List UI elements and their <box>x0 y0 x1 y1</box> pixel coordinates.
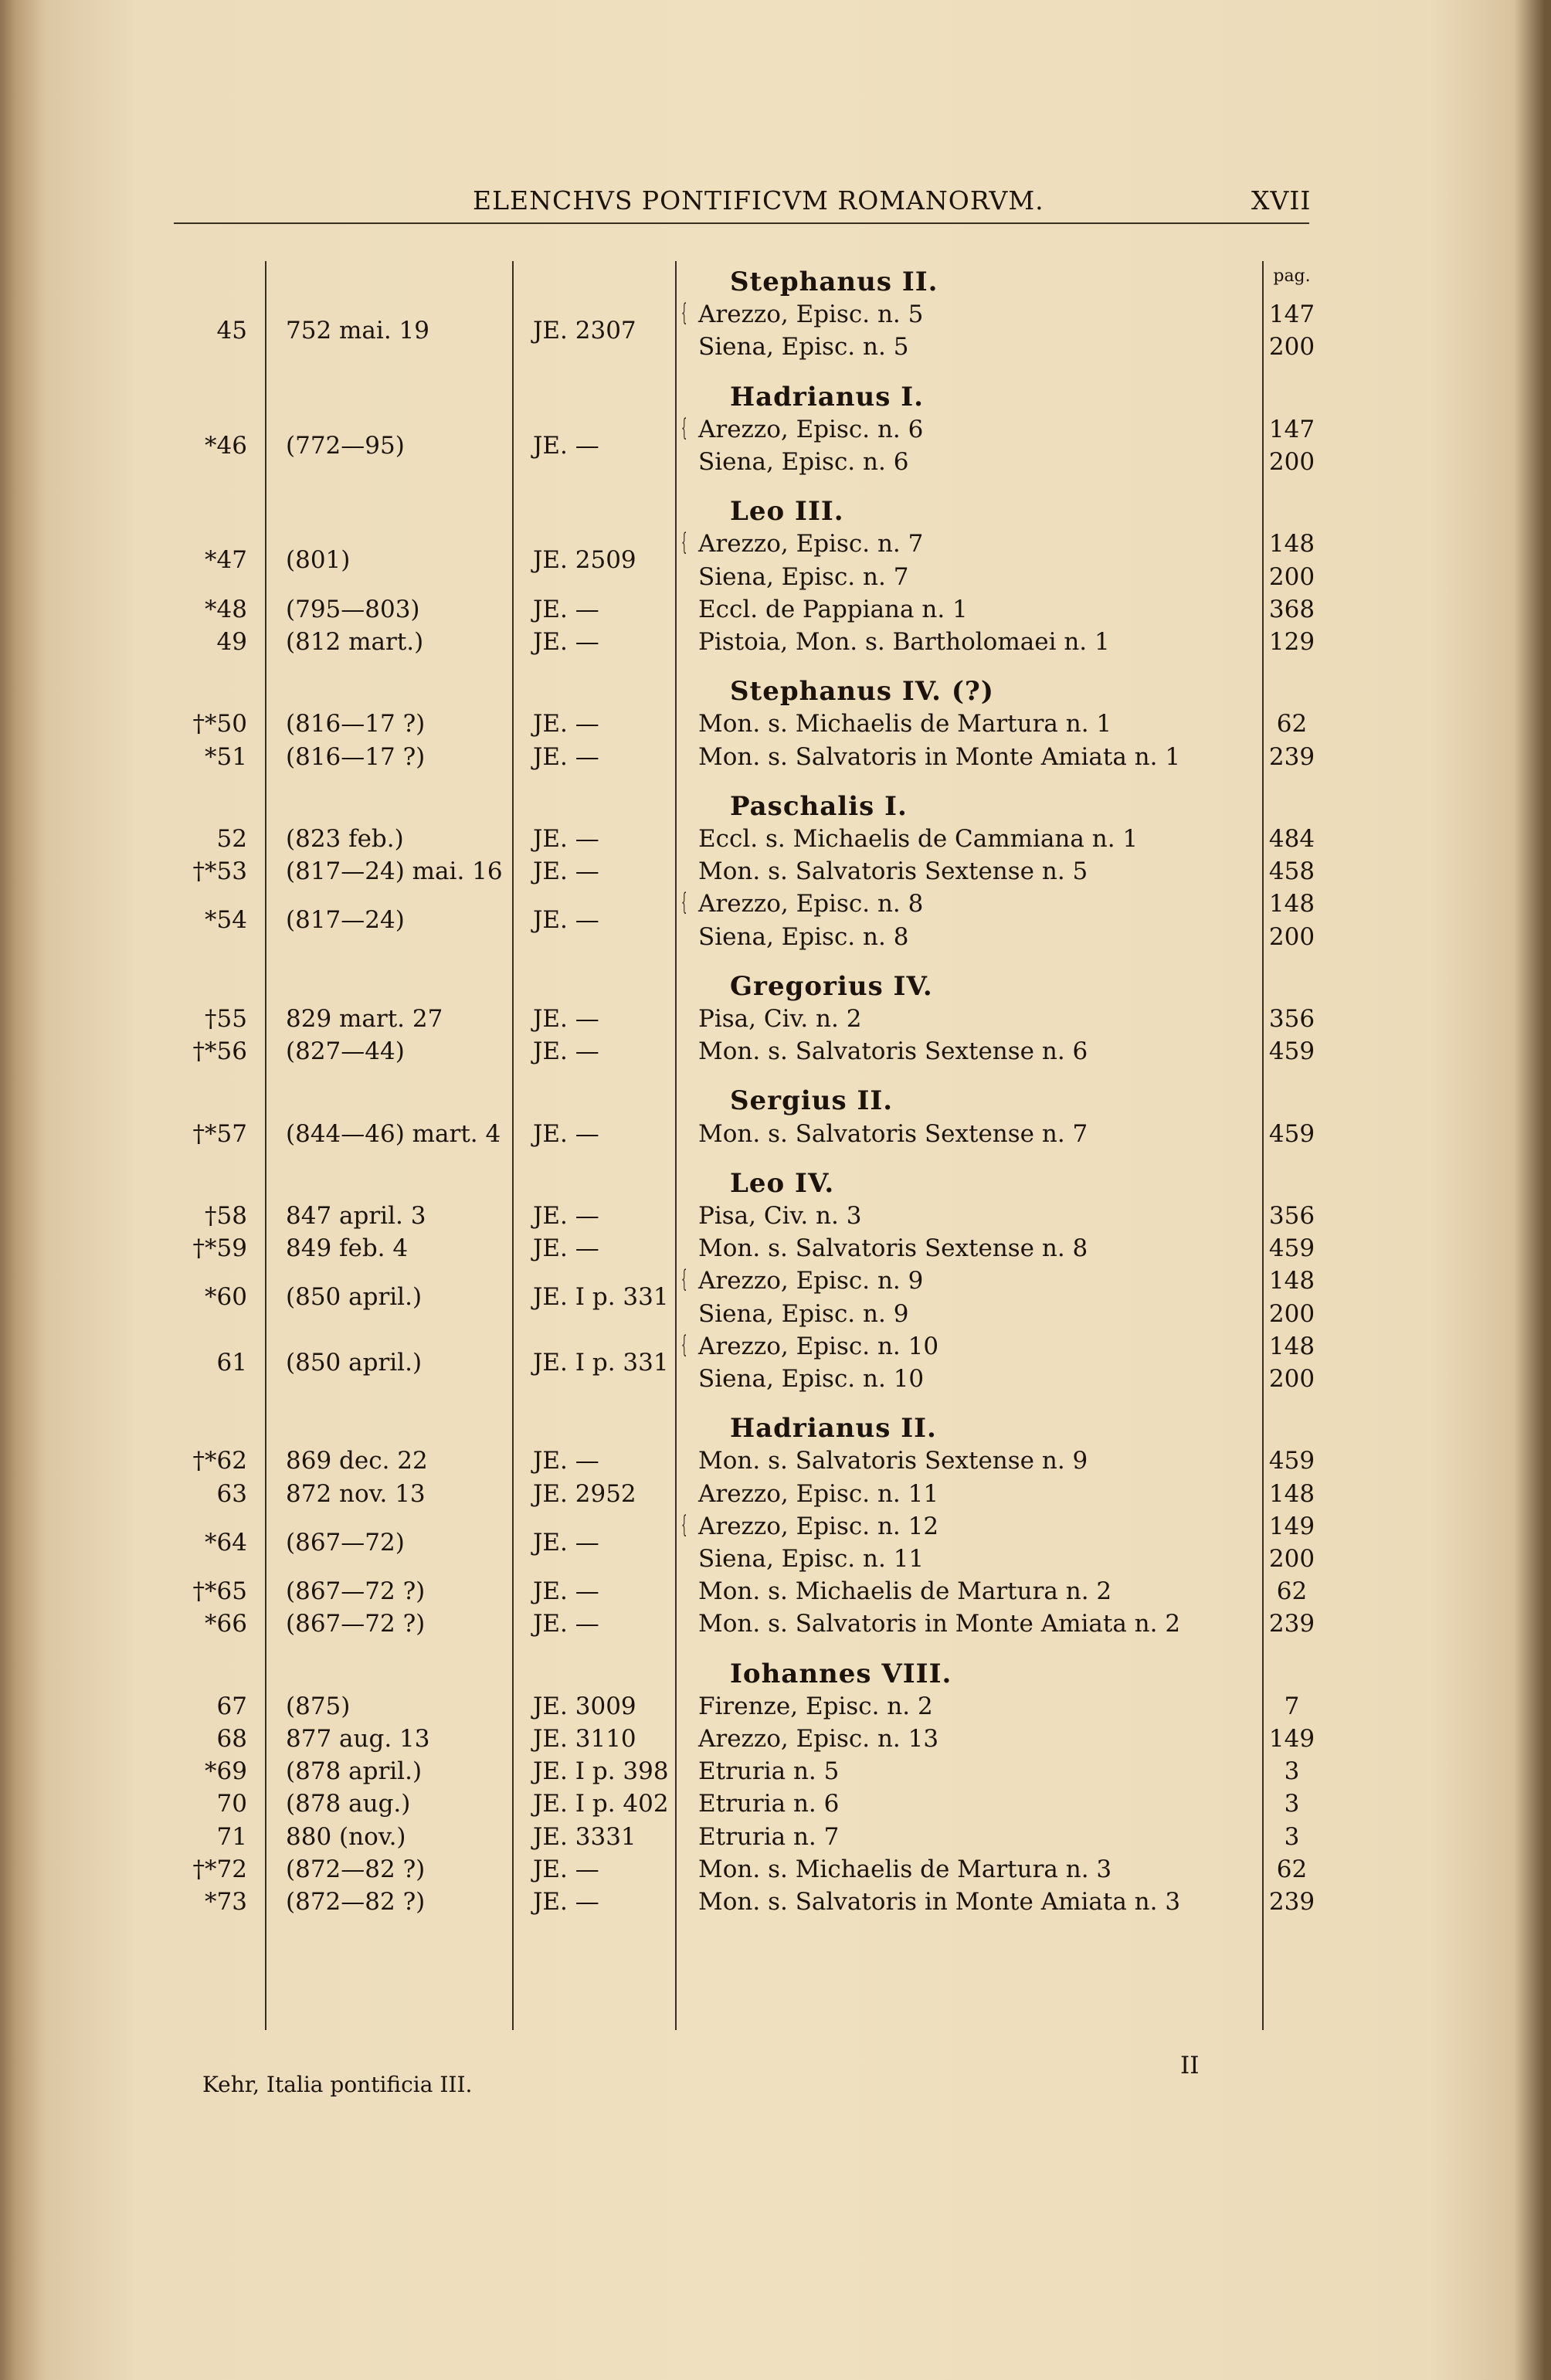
jaffe-reference: JE. 3009 <box>533 1692 636 1720</box>
table-row <box>0 445 1551 479</box>
page-reference: 148 <box>1268 1332 1315 1360</box>
entry-date: (816—17 ?) <box>286 710 426 738</box>
source-reference: Arezzo, Episc. n. 7 <box>698 530 924 559</box>
page-reference: 368 <box>1268 595 1315 623</box>
page-reference: 356 <box>1268 1202 1315 1230</box>
entry-date: (850 april.) <box>286 1348 423 1377</box>
page-reference: 62 <box>1276 1855 1308 1883</box>
jaffe-reference: JE. — <box>533 1855 599 1883</box>
page-reference: 200 <box>1268 562 1315 591</box>
source-reference: Eccl. s. Michaelis de Cammiana n. 1 <box>698 825 1139 853</box>
grouping-brace: { <box>681 1265 687 1294</box>
jaffe-reference: JE. — <box>533 628 599 656</box>
entry-number: †*62 <box>192 1447 247 1475</box>
source-reference: Mon. s. Salvatoris in Monte Amiata n. 1 <box>698 742 1181 771</box>
jaffe-reference: JE. — <box>533 1202 599 1230</box>
pope-heading: Leo IV. <box>730 1167 835 1199</box>
page-reference: 200 <box>1268 1545 1315 1573</box>
source-reference: Pisa, Civ. n. 2 <box>698 1005 862 1033</box>
entry-number: 61 <box>216 1348 247 1377</box>
entry-date: (823 feb.) <box>286 825 404 853</box>
table-row <box>0 1444 1551 1478</box>
entry-number: *48 <box>205 595 247 623</box>
source-reference: Arezzo, Episc. n. 10 <box>698 1332 939 1360</box>
jaffe-reference: JE. — <box>533 1447 599 1475</box>
jaffe-reference: JE. — <box>533 906 599 935</box>
grouping-brace: { <box>681 413 687 442</box>
pope-heading: Hadrianus I. <box>730 381 924 413</box>
source-reference: Siena, Episc. n. 10 <box>698 1365 925 1393</box>
table-row <box>0 1002 1551 1036</box>
page-reference: 356 <box>1268 1005 1315 1033</box>
grouping-brace: { <box>681 888 687 917</box>
table-row <box>0 1722 1551 1756</box>
source-reference: Pistoia, Mon. s. Bartholomaei n. 1 <box>698 628 1110 656</box>
page-reference: 239 <box>1268 1610 1315 1638</box>
table-row <box>0 1034 1551 1068</box>
jaffe-reference: JE. — <box>533 742 599 771</box>
entry-number: †*50 <box>192 710 247 738</box>
jaffe-reference: JE. 3110 <box>533 1725 636 1753</box>
page-reference: 3 <box>1284 1822 1300 1851</box>
entry-number: †55 <box>205 1005 247 1033</box>
table-row <box>0 1820 1551 1854</box>
source-reference: Arezzo, Episc. n. 5 <box>698 300 924 329</box>
entry-date: (827—44) <box>286 1037 405 1066</box>
page-reference: 148 <box>1268 890 1315 918</box>
table-row <box>0 1574 1551 1608</box>
jaffe-reference: JE. 3331 <box>533 1822 636 1851</box>
source-reference: Etruria n. 7 <box>698 1822 840 1851</box>
jaffe-reference: JE. — <box>533 431 599 460</box>
source-reference: Siena, Episc. n. 9 <box>698 1299 909 1328</box>
jaffe-reference: JE. — <box>533 1005 599 1033</box>
jaffe-reference: JE. — <box>533 825 599 853</box>
jaffe-reference: JE. — <box>533 595 599 623</box>
entry-date: (872—82 ?) <box>286 1888 426 1916</box>
source-reference: Arezzo, Episc. n. 12 <box>698 1512 939 1540</box>
footer-citation: Kehr, Italia pontificia III. <box>202 2072 473 2097</box>
page-reference: 147 <box>1268 300 1315 329</box>
page-reference: 484 <box>1268 825 1315 853</box>
page-number: XVII <box>1251 185 1312 216</box>
entry-date: (844—46) mart. 4 <box>286 1119 501 1148</box>
page-reference: 62 <box>1276 1577 1308 1606</box>
entry-number: *51 <box>205 742 247 771</box>
page-reference: 148 <box>1268 1267 1315 1295</box>
entry-number: *69 <box>205 1757 247 1786</box>
page-reference: 149 <box>1268 1725 1315 1753</box>
page-reference: 239 <box>1268 742 1315 771</box>
page-reference: 3 <box>1284 1790 1300 1818</box>
table-row <box>0 1117 1551 1151</box>
page-reference: 459 <box>1268 1119 1315 1148</box>
entry-date: (878 april.) <box>286 1757 423 1786</box>
source-reference: Siena, Episc. n. 5 <box>698 333 909 362</box>
entry-date: (872—82 ?) <box>286 1855 426 1883</box>
table-row <box>0 822 1551 856</box>
source-reference: Mon. s. Michaelis de Martura n. 1 <box>698 710 1112 738</box>
table-row <box>0 1264 1551 1312</box>
entry-number: *54 <box>205 906 247 935</box>
table-row <box>0 330 1551 364</box>
entry-number: 67 <box>216 1692 247 1720</box>
page-reference: 129 <box>1268 628 1315 656</box>
source-reference: Firenze, Episc. n. 2 <box>698 1692 933 1720</box>
source-reference: Siena, Episc. n. 8 <box>698 922 909 951</box>
table-row <box>0 920 1551 954</box>
jaffe-reference: JE. — <box>533 1577 599 1606</box>
running-head-title: ELENCHVS PONTIFICVM ROMANORVM. <box>473 185 1044 216</box>
jaffe-reference: JE. I p. 331 <box>533 1348 669 1377</box>
source-reference: Mon. s. Salvatoris Sextense n. 5 <box>698 857 1088 886</box>
entry-number: †*57 <box>192 1119 247 1148</box>
page-reference: 459 <box>1268 1234 1315 1263</box>
pope-heading: Iohannes VIII. <box>730 1658 952 1689</box>
source-reference: Arezzo, Episc. n. 13 <box>698 1725 939 1753</box>
source-reference: Arezzo, Episc. n. 11 <box>698 1479 939 1508</box>
entry-number: 45 <box>216 317 247 345</box>
page-reference: 148 <box>1268 1479 1315 1508</box>
entry-date: (816—17 ?) <box>286 742 426 771</box>
jaffe-reference: JE. 2307 <box>533 317 636 345</box>
entry-date: (867—72 ?) <box>286 1610 426 1638</box>
entry-number: *46 <box>205 431 247 460</box>
table-row <box>0 1329 1551 1377</box>
entry-number: 70 <box>216 1790 247 1818</box>
source-reference: Etruria n. 6 <box>698 1790 840 1818</box>
grouping-brace: { <box>681 1510 687 1539</box>
table-row <box>0 1362 1551 1396</box>
entry-number: 49 <box>216 628 247 656</box>
jaffe-reference: JE. — <box>533 857 599 886</box>
pag-label: pag. <box>1273 267 1311 286</box>
table-row <box>0 297 1551 345</box>
source-reference: Mon. s. Salvatoris Sextense n. 8 <box>698 1234 1088 1263</box>
entry-date: 849 feb. 4 <box>286 1234 409 1263</box>
source-reference: Arezzo, Episc. n. 9 <box>698 1267 924 1295</box>
entry-date: (812 mart.) <box>286 628 424 656</box>
page-reference: 62 <box>1276 710 1308 738</box>
page-reference: 7 <box>1284 1692 1300 1720</box>
signature-mark: II <box>1180 2052 1200 2080</box>
jaffe-reference: JE. I p. 331 <box>533 1283 669 1312</box>
jaffe-reference: JE. — <box>533 1037 599 1066</box>
pope-heading: Stephanus II. <box>730 267 938 297</box>
entry-number: †*72 <box>192 1855 247 1883</box>
page-reference: 200 <box>1268 1365 1315 1393</box>
table-row <box>0 1297 1551 1331</box>
source-reference: Mon. s. Salvatoris Sextense n. 6 <box>698 1037 1088 1066</box>
jaffe-reference: JE. I p. 402 <box>533 1790 669 1818</box>
pope-heading: Stephanus IV. (?) <box>730 676 994 708</box>
entry-number: 63 <box>216 1479 247 1508</box>
entry-date: (878 aug.) <box>286 1790 411 1818</box>
pope-heading: Paschalis I. <box>730 790 908 822</box>
entry-date: (875) <box>286 1692 351 1720</box>
page-reference: 459 <box>1268 1037 1315 1066</box>
entry-date: (867—72) <box>286 1528 405 1557</box>
pope-heading: Gregorius IV. <box>730 970 933 1002</box>
table-row <box>0 707 1551 741</box>
source-reference: Arezzo, Episc. n. 6 <box>698 415 924 443</box>
page-reference: 458 <box>1268 857 1315 886</box>
page-reference: 149 <box>1268 1512 1315 1540</box>
entry-number: †*65 <box>192 1577 247 1606</box>
page-reference: 200 <box>1268 448 1315 476</box>
table-row <box>0 1787 1551 1821</box>
entry-number: *47 <box>205 546 247 575</box>
page-reference: 200 <box>1268 1299 1315 1328</box>
grouping-brace: { <box>681 299 687 328</box>
table-row <box>0 1231 1551 1265</box>
entry-number: *64 <box>205 1528 247 1557</box>
entry-number: *66 <box>205 1610 247 1638</box>
table-row <box>0 527 1551 575</box>
entry-date: 872 nov. 13 <box>286 1479 426 1508</box>
jaffe-reference: JE. — <box>533 1119 599 1148</box>
entry-number: *60 <box>205 1283 247 1312</box>
entry-number: †*59 <box>192 1234 247 1263</box>
table-row <box>0 1607 1551 1641</box>
jaffe-reference: JE. — <box>533 1528 599 1557</box>
entry-date: 847 april. 3 <box>286 1202 426 1230</box>
table-row <box>0 1689 1551 1723</box>
source-reference: Eccl. de Pappiana n. 1 <box>698 595 968 623</box>
jaffe-reference: JE. 2952 <box>533 1479 636 1508</box>
entry-date: (772—95) <box>286 431 405 460</box>
pope-heading: Hadrianus II. <box>730 1413 937 1445</box>
jaffe-reference: JE. I p. 398 <box>533 1757 669 1786</box>
entry-number: 71 <box>216 1822 247 1851</box>
pope-heading: Sergius II. <box>730 1085 894 1117</box>
table-row <box>0 1509 1551 1557</box>
header-rule <box>174 222 1309 224</box>
table-row <box>0 1885 1551 1919</box>
source-reference: Mon. s. Salvatoris Sextense n. 7 <box>698 1119 1088 1148</box>
table-row <box>0 1852 1551 1886</box>
entry-date: (817—24) <box>286 906 405 935</box>
entry-number: †58 <box>205 1202 247 1230</box>
jaffe-reference: JE. — <box>533 1234 599 1263</box>
entry-date: 869 dec. 22 <box>286 1447 428 1475</box>
jaffe-reference: JE. — <box>533 1610 599 1638</box>
table-row <box>0 1754 1551 1788</box>
entry-date: 829 mart. 27 <box>286 1005 443 1033</box>
source-reference: Mon. s. Salvatoris Sextense n. 9 <box>698 1447 1088 1475</box>
entry-date: (801) <box>286 546 351 575</box>
table-row <box>0 1542 1551 1576</box>
page-reference: 239 <box>1268 1888 1315 1916</box>
source-reference: Mon. s. Michaelis de Martura n. 2 <box>698 1577 1112 1606</box>
source-reference: Mon. s. Salvatoris in Monte Amiata n. 2 <box>698 1610 1181 1638</box>
source-reference: Siena, Episc. n. 7 <box>698 562 909 591</box>
source-reference: Mon. s. Salvatoris in Monte Amiata n. 3 <box>698 1888 1181 1916</box>
entry-number: †*56 <box>192 1037 247 1066</box>
entry-date: (817—24) mai. 16 <box>286 857 503 886</box>
source-reference: Etruria n. 5 <box>698 1757 840 1786</box>
page-reference: 200 <box>1268 922 1315 951</box>
source-reference: Siena, Episc. n. 6 <box>698 448 909 476</box>
jaffe-reference: JE. 2509 <box>533 546 636 575</box>
table-row <box>0 740 1551 774</box>
entry-number: 52 <box>216 825 247 853</box>
page-reference: 148 <box>1268 530 1315 559</box>
page-reference: 3 <box>1284 1757 1300 1786</box>
entry-date: 877 aug. 13 <box>286 1725 430 1753</box>
entry-date: 880 (nov.) <box>286 1822 406 1851</box>
entry-date: (867—72 ?) <box>286 1577 426 1606</box>
entry-date: (795—803) <box>286 595 420 623</box>
table-row <box>0 592 1551 626</box>
table-row <box>0 413 1551 460</box>
table-row <box>0 1199 1551 1233</box>
page-reference: 200 <box>1268 333 1315 362</box>
source-reference: Mon. s. Michaelis de Martura n. 3 <box>698 1855 1112 1883</box>
entry-number: †*53 <box>192 857 247 886</box>
page-reference: 459 <box>1268 1447 1315 1475</box>
page-reference: 147 <box>1268 415 1315 443</box>
source-reference: Arezzo, Episc. n. 8 <box>698 890 924 918</box>
source-reference: Siena, Episc. n. 11 <box>698 1545 925 1573</box>
entry-date: 752 mai. 19 <box>286 317 429 345</box>
jaffe-reference: JE. — <box>533 1888 599 1916</box>
table-row <box>0 560 1551 594</box>
grouping-brace: { <box>681 1330 687 1359</box>
jaffe-reference: JE. — <box>533 710 599 738</box>
entry-number: *73 <box>205 1888 247 1916</box>
entry-date: (850 april.) <box>286 1283 423 1312</box>
pope-heading: Leo III. <box>730 496 844 528</box>
table-row <box>0 887 1551 935</box>
table-row <box>0 854 1551 888</box>
table-row <box>0 625 1551 659</box>
source-reference: Pisa, Civ. n. 3 <box>698 1202 862 1230</box>
entry-number: 68 <box>216 1725 247 1753</box>
grouping-brace: { <box>681 528 687 557</box>
table-row <box>0 1477 1551 1511</box>
